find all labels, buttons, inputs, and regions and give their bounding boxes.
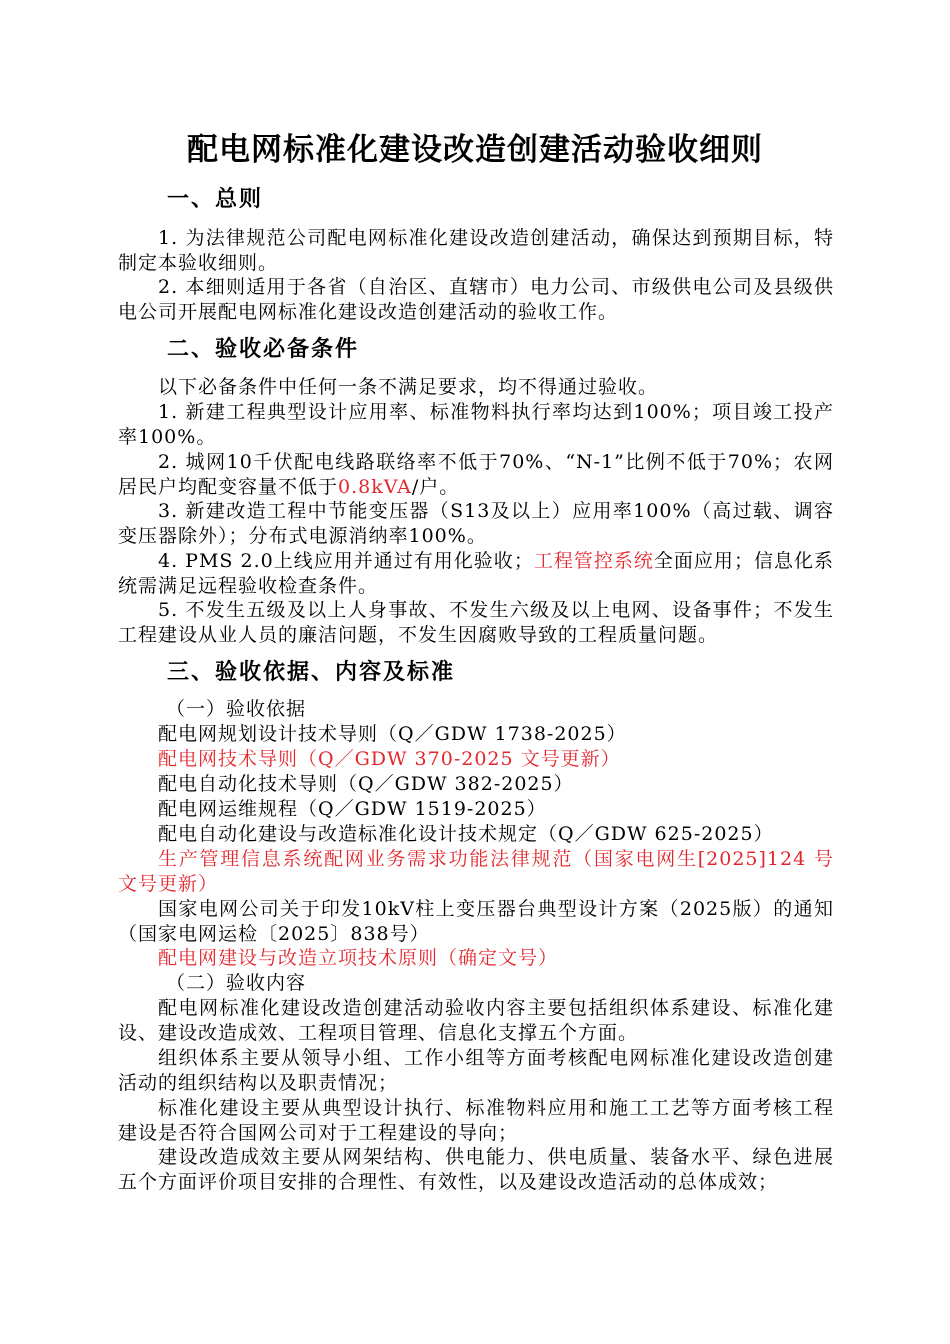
basis-item: 生产管理信息系统配网业务需求功能法律规范（国家电网生[2025]124 号 文号更新） bbox=[118, 848, 834, 895]
basis-subheading: （一）验收依据 bbox=[166, 698, 307, 720]
prerequisite-1: 1. 新建工程典型设计应用率、标准物料执行率均达到100%；项目竣工投产率100%。 bbox=[118, 401, 834, 448]
prerequisite-2-text-a: 2. 城网10千伏配电线路联络率不低于70%、“N-1”比例不低于70%；农网居民户均配变容量不低于 bbox=[118, 451, 834, 498]
basis-item: 配电网规划设计技术导则（Q／GDW 1738-2025） bbox=[158, 723, 627, 745]
content-subheading: （二）验收内容 bbox=[166, 972, 307, 994]
section-heading-prerequisites: 二、验收必备条件 bbox=[167, 336, 360, 362]
basis-item: 配电网建设与改造立项技术原则（确定文号） bbox=[158, 947, 559, 969]
section-heading-general: 一、总则 bbox=[167, 186, 264, 212]
basis-item: 国家电网公司关于印发10kV柱上变压器台典型设计方案（2025版）的通知（国家电网运检〔2025〕838号） bbox=[118, 898, 834, 945]
basis-item: 配电自动化建设与改造标准化设计技术规定（Q／GDW 625-2025） bbox=[158, 823, 774, 845]
document-title: 配电网标准化建设改造创建活动验收细则 bbox=[187, 132, 763, 168]
prerequisite-4-text-b: 全面应用；信息化系统需满足远程验收检查条件。 bbox=[118, 550, 834, 597]
content-paragraph: 标准化建设主要从典型设计执行、标准物料应用和施工工艺等方面考核工程建设是否符合国网公司对于工程建设的导向； bbox=[118, 1097, 834, 1144]
general-clause-2: 2. 本细则适用于各省（自治区、直辖市）电力公司、市级供电公司及县级供电公司开展配电网标准化建设改造创建活动的验收工作。 bbox=[118, 276, 834, 323]
basis-item: 配电自动化技术导则（Q／GDW 382-2025） bbox=[158, 773, 574, 795]
prerequisite-5: 5. 不发生五级及以上人身事故、不发生六级及以上电网、设备事件；不发生工程建设从业人员的廉洁问题，不发生因腐败导致的工程质量问题。 bbox=[118, 599, 834, 646]
prerequisite-4-text-a: 4. PMS 2.0上线应用并通过有用化验收； bbox=[158, 550, 534, 572]
basis-item: 配电网运维规程（Q／GDW 1519-2025） bbox=[158, 798, 547, 820]
content-paragraph: 建设改造成效主要从网架结构、供电能力、供电质量、装备水平、绿色进展五个方面评价项目安排的合理性、有效性，以及建设改造活动的总体成效； bbox=[118, 1146, 834, 1193]
prerequisite-2-highlight: 0.8kVA bbox=[338, 476, 412, 498]
general-clause-1: 1. 为法律规范公司配电网标准化建设改造创建活动，确保达到预期目标，特制定本验收细则。 bbox=[118, 227, 834, 274]
prerequisite-2-text-b: /户。 bbox=[411, 476, 460, 498]
prerequisite-2 bbox=[118, 450, 834, 500]
content-paragraph: 组织体系主要从领导小组、工作小组等方面考核配电网标准化建设改造创建活动的组织结构以及职责情况； bbox=[118, 1047, 834, 1094]
content-paragraph: 配电网标准化建设改造创建活动验收内容主要包括组织体系建设、标准化建设、建设改造成效、工程项目管理、信息化支撑五个方面。 bbox=[118, 997, 834, 1044]
prerequisite-4 bbox=[118, 549, 834, 599]
prerequisite-3: 3. 新建改造工程中节能变压器（S13及以上）应用率100%（高过载、调容变压器除外）；分布式电源消纳率100%。 bbox=[118, 500, 834, 547]
basis-item: 配电网技术导则（Q／GDW 370-2025 文号更新） bbox=[158, 748, 621, 770]
prerequisite-4-highlight: 工程管控系统 bbox=[533, 550, 654, 572]
section-heading-basis-content-standards: 三、验收依据、内容及标准 bbox=[167, 659, 456, 685]
prerequisites-intro: 以下必备条件中任何一条不满足要求，均不得通过验收。 bbox=[158, 376, 659, 398]
